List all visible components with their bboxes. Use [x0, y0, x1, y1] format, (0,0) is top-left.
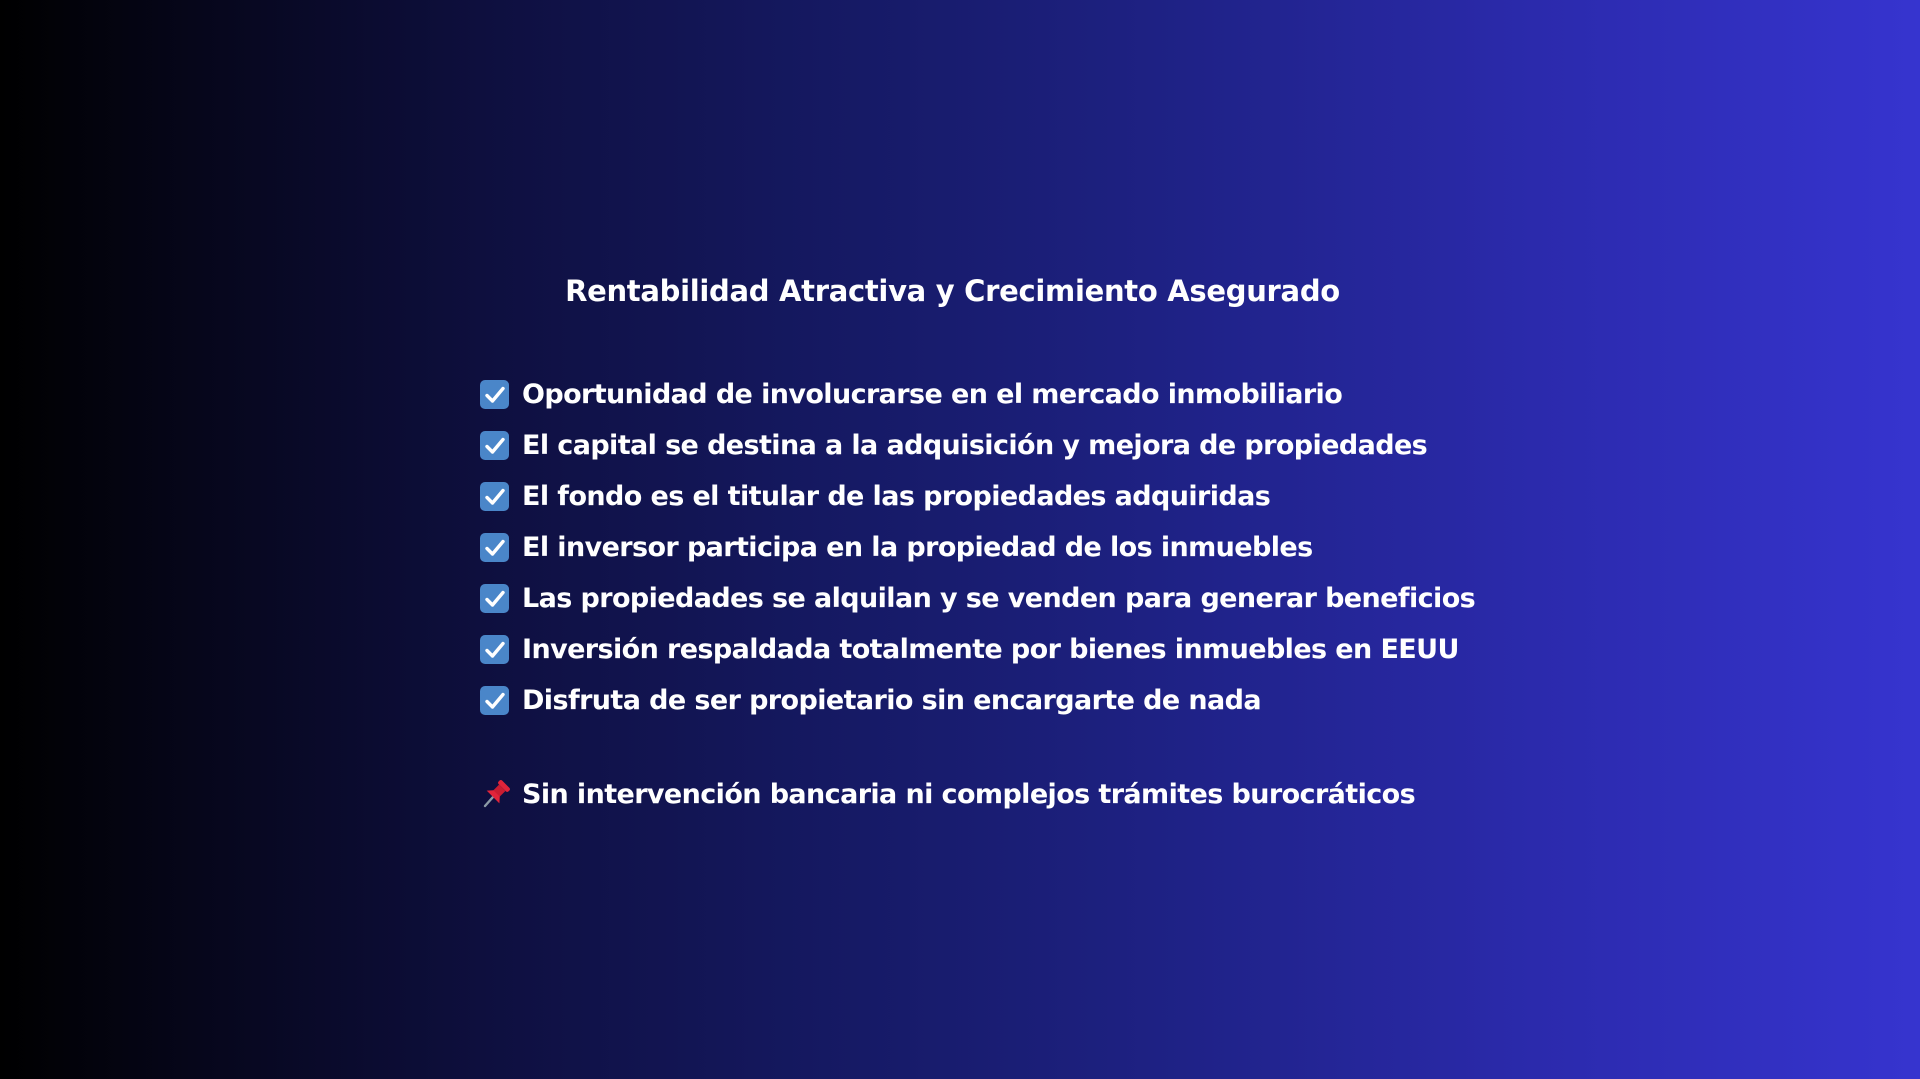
list-item	[480, 471, 1475, 522]
list-item-text: El inversor participa en la propiedad de los inmuebles	[522, 532, 1313, 563]
list-item-text: Las propiedades se alquilan y se venden para generar beneficios	[522, 583, 1476, 614]
list-item-text: Disfruta de ser propietario sin encargarte de nada	[522, 685, 1261, 716]
footnote-text: Sin intervención bancaria ni complejos trámites burocráticos	[522, 778, 1416, 810]
checkbox-checked-icon	[480, 431, 509, 460]
benefits-list	[480, 369, 1475, 726]
list-item-text: El fondo es el titular de las propiedades adquiridas	[522, 481, 1271, 512]
pushpin-icon	[480, 778, 512, 810]
checkbox-checked-icon	[480, 686, 509, 715]
list-item	[480, 624, 1475, 675]
list-item-text: Oportunidad de involucrarse en el mercado inmobiliario	[522, 379, 1343, 410]
list-item	[480, 522, 1475, 573]
list-item	[480, 420, 1475, 471]
checkbox-checked-icon	[480, 482, 509, 511]
footnote	[480, 778, 1415, 810]
checkbox-checked-icon	[480, 533, 509, 562]
checkbox-checked-icon	[480, 584, 509, 613]
list-item	[480, 573, 1475, 624]
list-item	[480, 675, 1475, 726]
list-item-text: Inversión respaldada totalmente por bienes inmuebles en EEUU	[522, 634, 1459, 665]
checkbox-checked-icon	[480, 635, 509, 664]
slide-title: Rentabilidad Atractiva y Crecimiento Asegurado	[565, 274, 1340, 308]
list-item	[480, 369, 1475, 420]
list-item-text: El capital se destina a la adquisición y mejora de propiedades	[522, 430, 1428, 461]
checkbox-checked-icon	[480, 380, 509, 409]
